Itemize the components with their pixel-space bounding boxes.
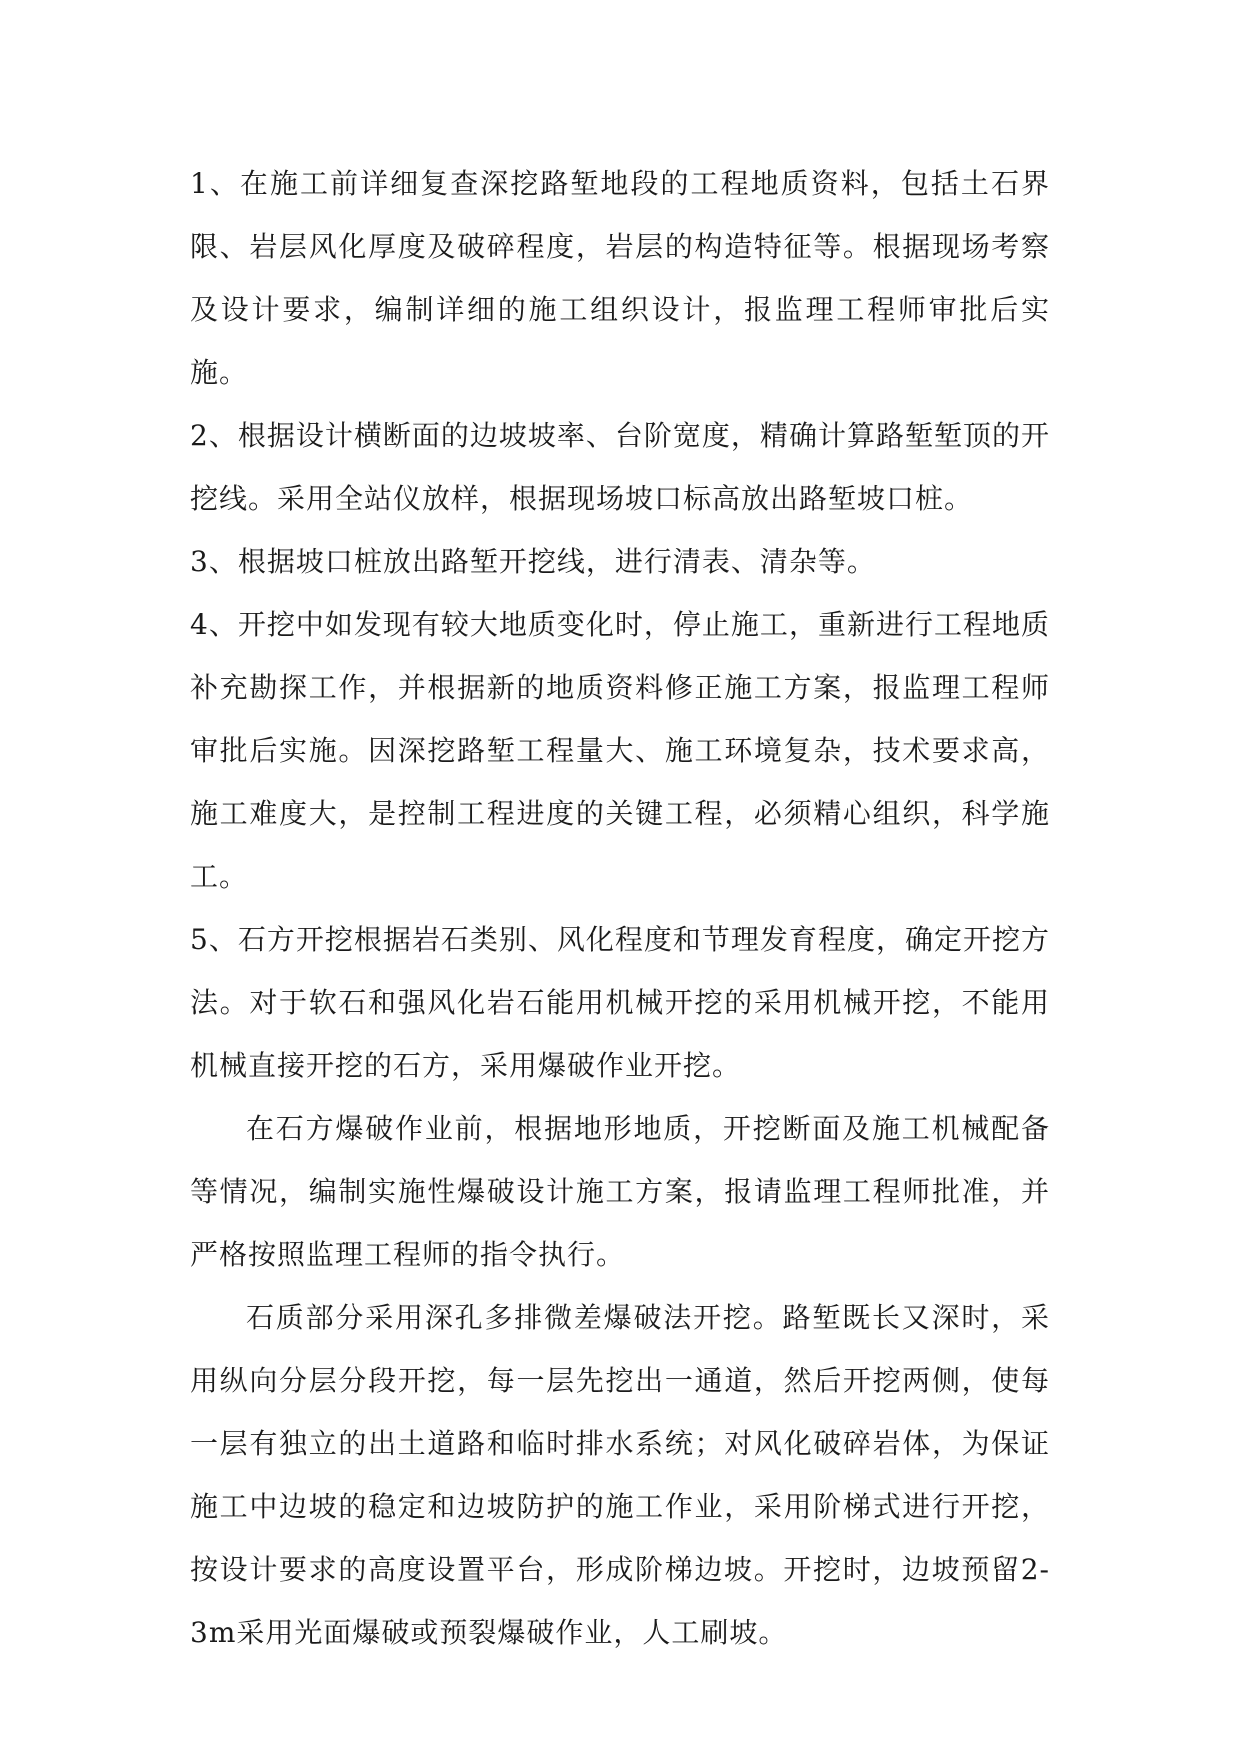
document-body <box>190 152 1050 1664</box>
paragraph-excavation-method: 石质部分采用深孔多排微差爆破法开挖。路堑既长又深时，采用纵向分层分段开挖，每一层先挖出一通道，然后开挖两侧，使每一层有独立的出土道路和临时排水系统；对风化破碎岩体，为保证施工中边坡的稳定和边坡防护的施工作业，采用阶梯式进行开挖，按设计要求的高度设置平台，形成阶梯边坡。开挖时，边坡预留2-3m采用光面爆破或预裂爆破作业，人工刷坡。 <box>190 1301 1050 1649</box>
paragraph-item-3: 3、根据坡口桩放出路堑开挖线，进行清表、清杂等。 <box>190 545 876 578</box>
paragraph-blasting-plan: 在石方爆破作业前，根据地形地质，开挖断面及施工机械配备等情况，编制实施性爆破设计施工方案，报请监理工程师批准，并严格按照监理工程师的指令执行。 <box>190 1112 1050 1271</box>
paragraph-item-4: 4、开挖中如发现有较大地质变化时，停止施工，重新进行工程地质补充勘探工作，并根据新的地质资料修正施工方案，报监理工程师审批后实施。因深挖路堑工程量大、施工环境复杂，技术要求高，施工难度大，是控制工程进度的关键工程，必须精心组织，科学施工。 <box>190 608 1050 893</box>
paragraph-item-5: 5、石方开挖根据岩石类别、风化程度和节理发育程度，确定开挖方法。对于软石和强风化岩石能用机械开挖的采用机械开挖，不能用机械直接开挖的石方，采用爆破作业开挖。 <box>190 923 1050 1082</box>
paragraph-item-1: 1、在施工前详细复查深挖路堑地段的工程地质资料，包括土石界限、岩层风化厚度及破碎程度，岩层的构造特征等。根据现场考察及设计要求，编制详细的施工组织设计，报监理工程师审批后实施。 <box>190 167 1050 389</box>
paragraph-item-2: 2、根据设计横断面的边坡坡率、台阶宽度，精确计算路堑堑顶的开挖线。采用全站仪放样，根据现场坡口标高放出路堑坡口桩。 <box>190 419 1050 515</box>
